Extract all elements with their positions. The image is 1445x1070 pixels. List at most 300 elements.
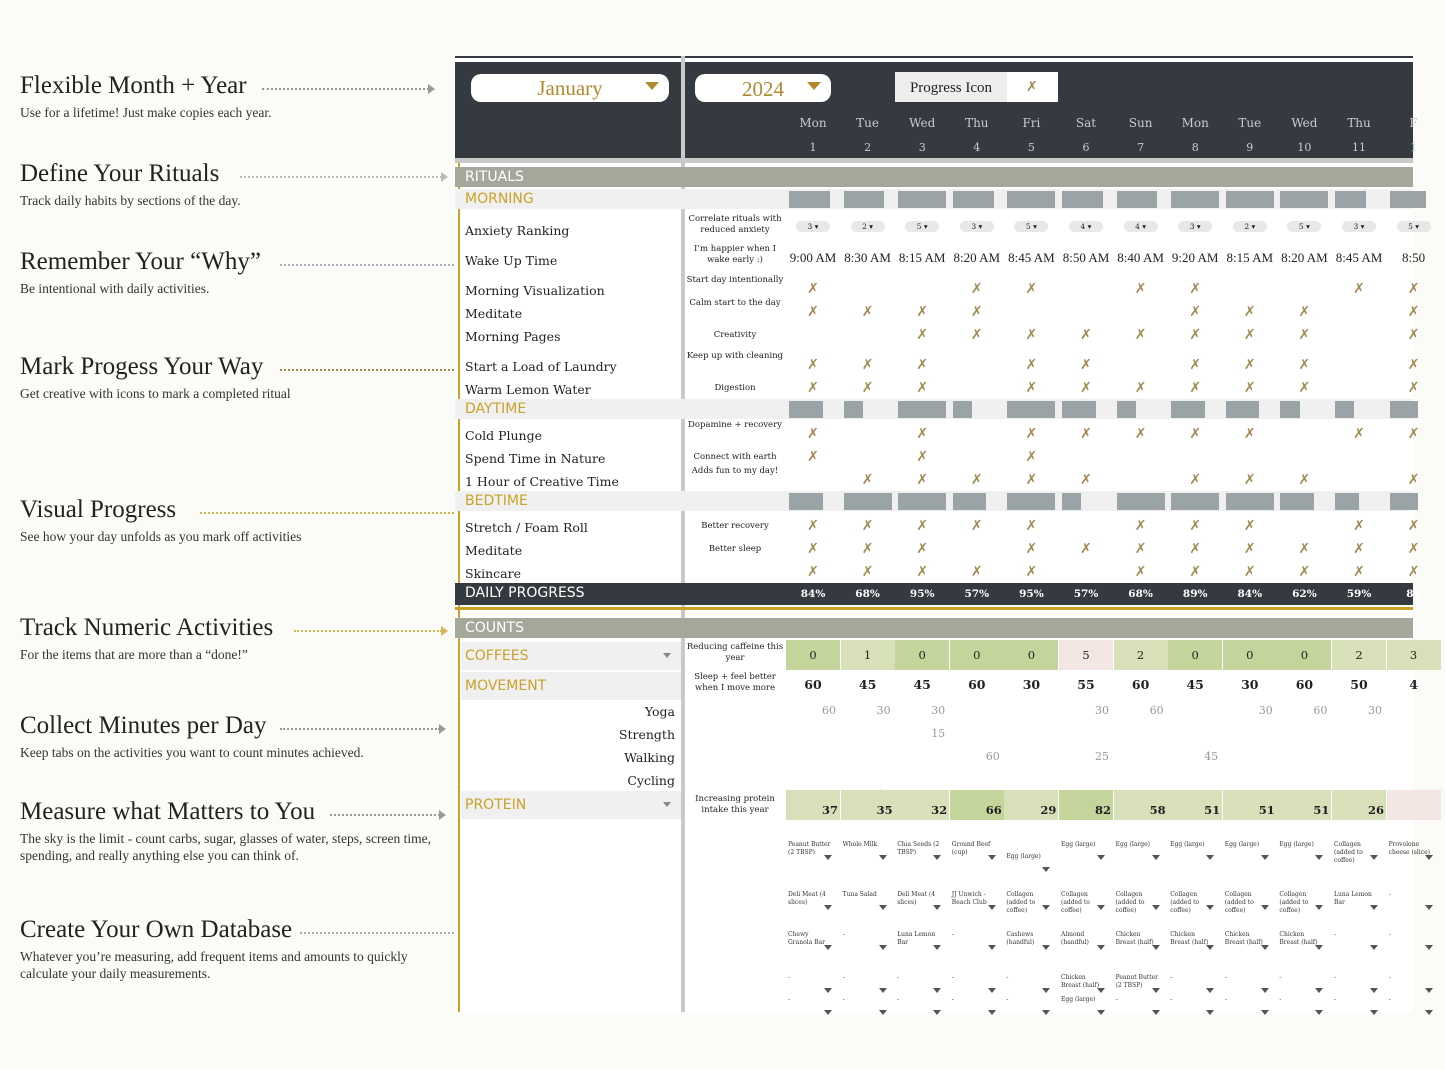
protein-item-select[interactable]: - — [842, 931, 845, 938]
annotation-pointer-line — [294, 630, 442, 632]
protein-item-select[interactable]: Chicken Breast (half) — [1115, 931, 1154, 946]
protein-item-select[interactable]: - — [1115, 996, 1118, 1003]
ritual-check-cell[interactable]: ✗ — [1243, 541, 1256, 557]
ritual-check-cell[interactable]: ✗ — [1025, 327, 1038, 343]
chevron-down-icon — [1152, 905, 1160, 910]
chevron-down-icon — [1097, 905, 1105, 910]
ritual-check-cell[interactable]: ✗ — [807, 281, 819, 297]
protein-item-select[interactable]: - — [788, 996, 791, 1003]
day-number: 6 — [1082, 141, 1090, 154]
protein-item-select[interactable]: Egg (large) — [1061, 841, 1096, 848]
protein-item-select[interactable]: Collagen (added to coffee) — [1279, 891, 1309, 914]
protein-item-select[interactable]: - — [951, 931, 954, 938]
anxiety-value: 3 ▾ — [971, 222, 983, 231]
daytime-progress-bar — [1171, 401, 1205, 418]
protein-item-select[interactable]: - — [1388, 974, 1391, 981]
chevron-down-icon — [879, 855, 887, 860]
chevron-down-icon — [1370, 1010, 1378, 1015]
protein-item-select[interactable]: - — [1224, 974, 1227, 981]
protein-item-select[interactable]: Chicken Breast (half) — [1224, 931, 1263, 946]
movement-total-cell: 45 — [1186, 677, 1204, 692]
chevron-down-icon — [879, 945, 887, 950]
arrow-right-icon — [439, 810, 446, 820]
protein-item-select[interactable]: Collagen (added to coffee) — [1170, 891, 1200, 914]
wake-time-cell[interactable]: 8:30 AM — [844, 250, 891, 265]
ritual-check-cell[interactable]: ✗ — [861, 380, 874, 396]
ritual-check-cell[interactable]: ✗ — [861, 564, 874, 580]
protein-item-select[interactable]: Ground Beef (cup) — [951, 841, 991, 856]
day-name: Tue — [856, 116, 880, 130]
ritual-check-cell[interactable]: ✗ — [1407, 518, 1420, 534]
anxiety-select[interactable] — [1397, 221, 1431, 232]
daily-progress-value: 62% — [1292, 588, 1317, 600]
ritual-check-cell[interactable]: ✗ — [1243, 564, 1256, 580]
protein-item-select[interactable]: Egg (large) — [1006, 853, 1041, 860]
wake-time-cell[interactable]: 8:15 AM — [1226, 250, 1274, 265]
daily-progress-value: 89% — [1182, 588, 1208, 600]
ritual-check-cell[interactable]: ✗ — [1189, 357, 1202, 373]
wake-time-cell[interactable]: 8:45 AM — [1335, 250, 1383, 265]
ritual-check-cell[interactable]: ✗ — [807, 449, 819, 465]
ritual-check-cell[interactable]: ✗ — [807, 380, 819, 396]
month-select[interactable] — [471, 74, 669, 102]
ritual-check-cell[interactable]: ✗ — [1407, 426, 1420, 442]
coffee-count-cell[interactable]: 0 — [1223, 640, 1277, 670]
ritual-check-cell[interactable]: ✗ — [1243, 426, 1256, 442]
protein-item-select[interactable]: - — [842, 996, 845, 1003]
chevron-down-icon — [933, 905, 941, 910]
annotation-subtitle: Track daily habits by sections of the day. — [20, 193, 241, 208]
protein-item-select[interactable]: Collagen (added to coffee) — [1061, 891, 1090, 914]
day-number: 8 — [1191, 141, 1199, 154]
anxiety-select[interactable] — [851, 221, 885, 232]
movement-total-cell: 60 — [804, 677, 822, 692]
protein-item-select[interactable]: - — [951, 996, 954, 1003]
protein-item-select[interactable]: Egg (large) — [1279, 841, 1314, 848]
ritual-check-cell[interactable]: ✗ — [1189, 564, 1202, 580]
ritual-check-cell[interactable]: ✗ — [970, 281, 983, 297]
ritual-check-cell[interactable]: ✗ — [807, 357, 819, 373]
wake-time-cell[interactable]: 9:20 AM — [1171, 250, 1219, 265]
chevron-down-icon — [988, 945, 996, 950]
protein-item-select[interactable]: - — [897, 974, 900, 981]
day-number: 2 — [864, 141, 872, 154]
ritual-check-cell[interactable]: ✗ — [861, 472, 874, 488]
ritual-check-cell[interactable]: ✗ — [1298, 380, 1311, 396]
coffees-label: COFFEES — [465, 648, 529, 664]
protein-item-select[interactable]: Tuna Salad — [842, 891, 877, 898]
protein-item-select[interactable]: - — [1334, 974, 1337, 981]
protein-item-select[interactable]: Provolone cheese (slice) — [1388, 841, 1430, 856]
minutes-cell[interactable]: 30 — [931, 704, 946, 717]
ritual-check-cell[interactable]: ✗ — [970, 327, 983, 343]
ritual-check-cell[interactable]: ✗ — [1298, 304, 1311, 320]
progress-icon-box[interactable] — [895, 72, 1058, 102]
ritual-check-cell[interactable]: ✗ — [1025, 472, 1038, 488]
minutes-cell[interactable]: 60 — [822, 704, 836, 717]
wake-time-cell[interactable]: 8:15 AM — [898, 250, 946, 265]
anxiety-select[interactable] — [905, 221, 939, 232]
chevron-down-icon — [1425, 945, 1433, 950]
minutes-cell[interactable]: 60 — [1149, 704, 1164, 717]
anxiety-select[interactable] — [1287, 221, 1321, 232]
bedtime-progress-bar — [1226, 493, 1274, 510]
ritual-check-cell[interactable]: ✗ — [916, 426, 929, 442]
ritual-check-cell[interactable]: ✗ — [1025, 449, 1038, 465]
chevron-down-icon — [824, 945, 832, 950]
anxiety-value: 4 ▾ — [1135, 222, 1147, 231]
arrow-right-icon — [441, 626, 448, 636]
protein-item-select[interactable]: Chicken Breast (half) — [1170, 931, 1209, 946]
coffee-count-cell[interactable]: 1 — [841, 640, 895, 670]
anxiety-select[interactable] — [796, 221, 830, 232]
movement-total-cell: 45 — [913, 677, 931, 692]
minutes-label: Walking — [624, 750, 675, 765]
anxiety-select[interactable] — [1124, 221, 1158, 232]
ritual-check-cell[interactable]: ✗ — [1407, 281, 1420, 297]
anxiety-value: 5 ▾ — [916, 222, 928, 231]
ritual-label: Morning Pages — [465, 329, 561, 344]
ritual-check-cell[interactable]: ✗ — [916, 380, 929, 396]
ritual-check-cell[interactable]: ✗ — [1080, 327, 1092, 343]
protein-total-cell — [1387, 790, 1441, 820]
ritual-check-cell[interactable]: ✗ — [1353, 564, 1365, 580]
protein-item-select[interactable]: Egg (large) — [1224, 841, 1260, 848]
ritual-check-cell[interactable]: ✗ — [916, 541, 929, 557]
ritual-label: Morning Visualization — [465, 283, 605, 298]
wake-time-cell[interactable]: 8:40 AM — [1117, 250, 1164, 265]
chevron-down-icon — [1370, 988, 1378, 993]
protein-item-select[interactable]: - — [1006, 974, 1009, 981]
minutes-label: Cycling — [627, 773, 675, 788]
ritual-check-cell[interactable]: ✗ — [1243, 518, 1256, 534]
ritual-check-cell[interactable]: ✗ — [1080, 541, 1092, 557]
ritual-check-cell[interactable]: ✗ — [1189, 541, 1202, 557]
year-value: 2024 — [742, 77, 784, 101]
annotation-title: Collect Minutes per Day — [20, 712, 267, 739]
protein-item-select[interactable]: - — [788, 974, 791, 981]
ritual-check-cell[interactable]: ✗ — [1080, 380, 1092, 396]
protein-item-select[interactable]: Egg (large) — [1061, 996, 1096, 1003]
chevron-down-icon — [1315, 855, 1323, 860]
ritual-check-cell[interactable]: ✗ — [1025, 518, 1038, 534]
ritual-check-cell[interactable]: ✗ — [861, 518, 874, 534]
annotation-subtitle: Be intentional with daily activities. — [20, 281, 210, 296]
minutes-cell[interactable]: 30 — [876, 704, 891, 717]
protein-item-select[interactable]: Luna Lemon Bar — [1334, 891, 1372, 906]
protein-item-select[interactable]: - — [1388, 891, 1391, 898]
ritual-check-cell[interactable]: ✗ — [1407, 357, 1420, 373]
ritual-check-cell[interactable]: ✗ — [1134, 518, 1147, 534]
protein-item-select[interactable]: - — [897, 996, 900, 1003]
wake-time-cell[interactable]: 8:20 AM — [1281, 250, 1328, 265]
anxiety-value: 2 ▾ — [1244, 222, 1256, 231]
daily-progress-value: 68% — [1128, 588, 1153, 600]
anxiety-select[interactable] — [1014, 221, 1048, 232]
day-name: Thu — [1347, 116, 1371, 130]
anxiety-select[interactable] — [1178, 221, 1212, 232]
ritual-check-cell[interactable]: ✗ — [807, 518, 819, 534]
ritual-check-cell[interactable]: ✗ — [807, 426, 819, 442]
ritual-check-cell[interactable]: ✗ — [1407, 327, 1420, 343]
protein-item-select[interactable]: - — [1170, 974, 1173, 981]
minutes-cell[interactable]: 60 — [1313, 704, 1328, 717]
coffee-count-cell[interactable]: 5 — [1059, 640, 1113, 670]
day-name: F — [1409, 116, 1418, 130]
morning-progress-bar — [1226, 191, 1274, 208]
protein-item-select[interactable]: Egg (large) — [1115, 841, 1150, 848]
bedtime-progress-bar — [789, 493, 823, 510]
ritual-check-cell[interactable]: ✗ — [1189, 518, 1202, 534]
daily-progress-value: 84 — [1406, 588, 1421, 600]
protein-item-select[interactable]: Luna Lemon Bar — [897, 931, 936, 946]
daily-progress-value: 68% — [855, 588, 880, 600]
wake-time-cell[interactable]: 9:00 AM — [789, 250, 837, 265]
wake-time-cell[interactable]: 8:45 AM — [1008, 250, 1055, 265]
ritual-check-cell[interactable]: ✗ — [1189, 380, 1202, 396]
coffee-count-cell[interactable]: 0 — [1168, 640, 1222, 670]
daytime-progress-bar — [1226, 401, 1260, 418]
protein-item-select[interactable]: Deli Meat (4 slices) — [897, 891, 936, 906]
morning-progress-bar — [1007, 191, 1055, 208]
day-name: Sat — [1075, 116, 1097, 130]
protein-item-select[interactable]: Whole Milk — [842, 841, 878, 848]
ritual-check-cell[interactable]: ✗ — [861, 357, 874, 373]
ritual-check-cell[interactable]: ✗ — [1298, 564, 1311, 580]
morning-progress-bar — [898, 191, 946, 208]
ritual-check-cell[interactable]: ✗ — [1298, 327, 1311, 343]
daily-progress-value: 59% — [1346, 588, 1372, 600]
protein-item-select[interactable]: - — [1006, 996, 1009, 1003]
ritual-check-cell[interactable]: ✗ — [1407, 472, 1420, 488]
day-name: Wed — [909, 116, 936, 130]
protein-item-select[interactable]: Chewy Granola Bar — [788, 931, 825, 946]
minutes-cell[interactable]: 30 — [1368, 704, 1382, 717]
anxiety-select[interactable] — [1069, 221, 1103, 232]
protein-total-cell: 32 — [895, 790, 949, 820]
ritual-check-cell[interactable]: ✗ — [1025, 541, 1038, 557]
protein-item-select[interactable]: Chicken Breast (half) — [1061, 974, 1100, 989]
ritual-check-cell[interactable]: ✗ — [1134, 564, 1147, 580]
protein-item-select[interactable]: - — [1224, 996, 1227, 1003]
protein-item-select[interactable]: Deli Meat (4 slices) — [788, 891, 826, 906]
day-name: Fri — [1022, 116, 1041, 130]
ritual-check-cell[interactable]: ✗ — [916, 564, 929, 580]
chevron-down-icon — [1315, 988, 1323, 993]
protein-item-select[interactable]: Collagen (added to coffee) — [1006, 891, 1036, 914]
ritual-check-cell[interactable]: ✗ — [1134, 327, 1147, 343]
protein-item-select[interactable]: - — [1279, 974, 1282, 981]
day-number: 11 — [1352, 141, 1366, 154]
ritual-check-cell[interactable]: ✗ — [1353, 541, 1365, 557]
protein-item-select[interactable]: Collagen (added to coffee) — [1334, 841, 1363, 864]
year-select[interactable] — [695, 74, 831, 102]
protein-item-select[interactable]: - — [1334, 931, 1337, 938]
coffee-count-cell[interactable]: 0 — [895, 640, 949, 670]
movement-total-cell: 60 — [1295, 677, 1314, 692]
morning-progress-bar — [1280, 191, 1328, 208]
ritual-check-cell[interactable]: ✗ — [1134, 541, 1147, 557]
protein-item-select[interactable]: - — [1388, 996, 1391, 1003]
ritual-check-cell[interactable]: ✗ — [970, 518, 983, 534]
ritual-check-cell[interactable]: ✗ — [1243, 472, 1256, 488]
ritual-check-cell[interactable]: ✗ — [1189, 327, 1202, 343]
minutes-cell[interactable]: 45 — [1204, 750, 1219, 763]
day-name: Mon — [799, 116, 827, 130]
protein-item-select[interactable]: Chia Seeds (2 TBSP) — [897, 841, 940, 856]
coffee-count-cell[interactable]: 3 — [1387, 640, 1441, 670]
minutes-cell[interactable]: 15 — [931, 727, 946, 740]
ritual-check-cell[interactable]: ✗ — [1243, 304, 1256, 320]
ritual-check-cell[interactable]: ✗ — [1080, 426, 1092, 442]
movement-total-cell: 60 — [968, 677, 986, 692]
ritual-check-cell[interactable]: ✗ — [861, 304, 874, 320]
annotation-pointer-line — [280, 728, 440, 730]
ritual-check-cell[interactable]: ✗ — [1080, 357, 1092, 373]
ritual-check-cell[interactable]: ✗ — [807, 541, 819, 557]
ritual-check-cell[interactable]: ✗ — [970, 564, 983, 580]
ritual-check-cell[interactable]: ✗ — [807, 304, 819, 320]
coffee-count-cell[interactable]: 2 — [1332, 640, 1386, 670]
daytime-progress-bar — [898, 401, 946, 418]
protein-item-select[interactable]: - — [842, 974, 845, 981]
ritual-check-cell[interactable]: ✗ — [1353, 426, 1365, 442]
protein-item-select[interactable]: Almond (handful) — [1061, 931, 1089, 946]
ritual-check-cell[interactable]: ✗ — [1025, 357, 1038, 373]
ritual-check-cell[interactable]: ✗ — [916, 449, 929, 465]
anxiety-value: 5 ▾ — [1408, 222, 1420, 231]
annotation-subtitle: Keep tabs on the activities you want to count minutes achieved. — [20, 745, 364, 760]
ritual-check-cell[interactable]: ✗ — [1025, 281, 1038, 297]
ritual-check-cell[interactable]: ✗ — [1189, 426, 1202, 442]
ritual-why: Connect with earth — [693, 452, 777, 462]
wake-time-cell[interactable]: 8:20 AM — [953, 250, 1001, 265]
protein-item-select[interactable]: Peanut Butter (2 TBSP) — [788, 841, 831, 856]
minutes-cell[interactable]: 60 — [985, 750, 1000, 763]
ritual-check-cell[interactable]: ✗ — [1134, 281, 1147, 297]
ritual-check-cell[interactable]: ✗ — [861, 541, 874, 557]
chevron-down-icon — [1261, 855, 1269, 860]
chevron-down-icon — [1097, 1010, 1105, 1015]
movement-total-cell: 45 — [858, 677, 877, 692]
movement-total-cell: 50 — [1350, 677, 1368, 692]
coffee-count-cell[interactable]: 0 — [1004, 640, 1058, 670]
chevron-down-icon — [1206, 855, 1214, 860]
minutes-cell[interactable]: 30 — [1258, 704, 1273, 717]
chevron-down-icon — [1370, 945, 1378, 950]
ritual-check-cell[interactable]: ✗ — [1407, 380, 1420, 396]
protein-item-select[interactable]: Chicken Breast (half) — [1279, 931, 1318, 946]
ritual-label: Stretch / Foam Roll — [465, 520, 588, 535]
ritual-check-cell[interactable]: ✗ — [1407, 304, 1420, 320]
coffees-why: Reducing caffeine this year — [686, 642, 784, 663]
movement-why: Sleep + feel better when I move more — [694, 672, 776, 693]
protein-item-select[interactable]: - — [1388, 931, 1391, 938]
ritual-check-cell[interactable]: ✗ — [1243, 357, 1256, 373]
daytime-progress-bar — [1390, 401, 1419, 418]
daytime-label: DAYTIME — [465, 401, 527, 417]
ritual-check-cell[interactable]: ✗ — [970, 304, 983, 320]
minutes-cell[interactable]: 25 — [1095, 750, 1109, 763]
chevron-down-icon — [1425, 988, 1433, 993]
protein-item-select[interactable]: Collagen (added to coffee) — [1115, 891, 1145, 914]
ritual-check-cell[interactable]: ✗ — [916, 518, 929, 534]
ritual-check-cell[interactable]: ✗ — [1353, 281, 1365, 297]
counts-accent-rule — [455, 607, 1413, 610]
anxiety-select[interactable] — [1342, 221, 1376, 232]
daily-progress-value: 84% — [1237, 588, 1263, 600]
ritual-check-cell[interactable]: ✗ — [1407, 541, 1420, 557]
ritual-check-cell[interactable]: ✗ — [1025, 380, 1038, 396]
chevron-down-icon — [1425, 1010, 1433, 1015]
ritual-check-cell[interactable]: ✗ — [1189, 281, 1202, 297]
anxiety-select[interactable] — [960, 221, 994, 232]
chevron-down-icon — [879, 988, 887, 993]
protein-item-select[interactable]: - — [951, 974, 954, 981]
anxiety-select[interactable] — [1233, 221, 1267, 232]
ritual-check-cell[interactable]: ✗ — [1243, 380, 1256, 396]
chevron-down-icon — [1370, 855, 1378, 860]
ritual-check-cell[interactable]: ✗ — [1025, 426, 1038, 442]
ritual-check-cell[interactable]: ✗ — [916, 304, 929, 320]
coffee-count-cell[interactable]: 0 — [950, 640, 1004, 670]
ritual-check-cell[interactable]: ✗ — [916, 472, 929, 488]
coffee-count-cell[interactable]: 2 — [1114, 640, 1168, 670]
ritual-check-cell[interactable]: ✗ — [970, 472, 983, 488]
ritual-check-cell[interactable]: ✗ — [807, 564, 819, 580]
protein-total-cell: 51 — [1223, 790, 1277, 820]
protein-item-select[interactable]: - — [1170, 996, 1173, 1003]
chevron-down-icon — [663, 802, 671, 807]
coffee-count-cell[interactable]: 0 — [786, 640, 840, 670]
anxiety-value: 5 ▾ — [1025, 222, 1037, 231]
movement-total-cell: 55 — [1077, 677, 1095, 692]
coffee-count-cell[interactable]: 0 — [1277, 640, 1331, 670]
ritual-check-cell[interactable]: ✗ — [1134, 426, 1147, 442]
daytime-progress-bar — [1117, 401, 1136, 418]
protein-item-select[interactable]: JJ Unwich - Beach Club — [951, 891, 987, 906]
ritual-check-cell[interactable]: ✗ — [1080, 472, 1092, 488]
ritual-check-cell[interactable]: ✗ — [1298, 541, 1311, 557]
annotation-subtitle: The sky is the limit - count carbs, sugar, glasses of water, steps, screen time, spending, and really anything else you can think of. — [20, 831, 431, 863]
wake-time-cell[interactable]: 8:50 — [1402, 250, 1426, 265]
ritual-check-cell[interactable]: ✗ — [1134, 380, 1147, 396]
ritual-check-cell[interactable]: ✗ — [916, 327, 929, 343]
protein-item-select[interactable]: Cashews (handful) — [1006, 931, 1035, 946]
minutes-cell[interactable]: 30 — [1095, 704, 1109, 717]
ritual-check-cell[interactable]: ✗ — [1189, 472, 1202, 488]
bedtime-label: BEDTIME — [465, 493, 528, 509]
protein-item-select[interactable]: Peanut Butter (2 TBSP) — [1115, 974, 1159, 989]
morning-progress-bar — [1335, 191, 1366, 208]
ritual-check-cell[interactable]: ✗ — [1025, 564, 1038, 580]
ritual-check-cell[interactable]: ✗ — [1353, 518, 1365, 534]
wake-time-cell[interactable]: 8:50 AM — [1062, 250, 1110, 265]
ritual-check-cell[interactable]: ✗ — [1407, 564, 1420, 580]
protein-item-select[interactable]: Collagen (added to coffee) — [1224, 891, 1254, 914]
ritual-check-cell[interactable]: ✗ — [916, 357, 929, 373]
ritual-check-cell[interactable]: ✗ — [1243, 327, 1256, 343]
protein-item-select[interactable]: Egg (large) — [1170, 841, 1205, 848]
protein-item-select[interactable]: - — [1279, 996, 1282, 1003]
ritual-why: Digestion — [714, 383, 756, 393]
ritual-check-cell[interactable]: ✗ — [1298, 357, 1311, 373]
ritual-check-cell[interactable]: ✗ — [1298, 472, 1311, 488]
protein-item-select[interactable]: - — [1334, 996, 1337, 1003]
ritual-check-cell[interactable]: ✗ — [1189, 304, 1202, 320]
movement-total-cell: 30 — [1241, 677, 1259, 692]
bedtime-progress-bar — [1335, 493, 1359, 510]
